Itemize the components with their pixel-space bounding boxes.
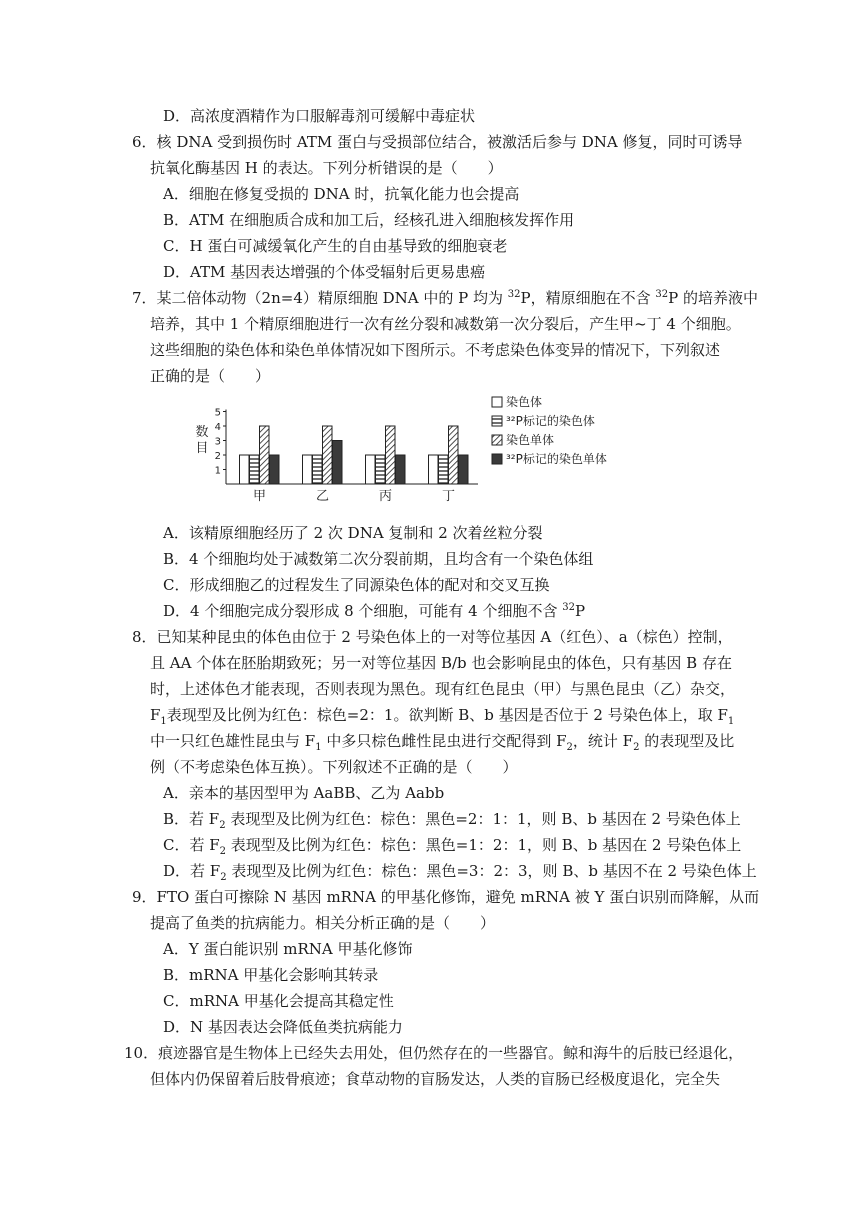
q8-number: 8． xyxy=(132,628,157,646)
q8-stem-line3: 时，上述体色才能表现，否则表现为黑色。现有红色昆虫（甲）与黑色昆虫（乙）杂交， xyxy=(150,680,736,698)
q7-stem-line4: 正确的是（ ） xyxy=(150,367,271,385)
x-tick-label: 乙 xyxy=(315,489,330,504)
q8-option-b-text: 表现型及比例为红色：棕色：黑色=2：1：1，则 B、b 基因在 2 号染色体上 xyxy=(225,810,741,828)
q7-sup-32a: 32 xyxy=(507,289,521,300)
bar-diag xyxy=(386,426,396,484)
q7-stem-line2: 培养，其中 1 个精原细胞进行一次有丝分裂和减数第一次分裂后，产生甲~丁 4 个细胞。 xyxy=(150,315,741,333)
bar-diag xyxy=(260,426,270,484)
bar-hstripe xyxy=(250,455,260,484)
q8-option-d-sub: 2 xyxy=(220,872,227,883)
legend-label: ³²P标记的染色体 xyxy=(506,414,595,428)
bar-dark xyxy=(459,455,469,484)
q10-stem-line1 xyxy=(124,1042,743,1064)
q7-option-d-text: D．4 个细胞完成分裂形成 8 个细胞，可能有 4 个细胞不含 xyxy=(163,602,563,620)
y-axis-label: 目 xyxy=(195,441,209,456)
q5-option-d: D．高浓度酒精作为口服解毒剂可缓解中毒症状 xyxy=(163,107,476,125)
bar-diag xyxy=(449,426,459,484)
bar-dark xyxy=(270,455,280,484)
q7-option-b: B．4 个细胞均处于减数第二次分裂前期，且均含有一个染色体组 xyxy=(163,550,594,568)
q8-option-b xyxy=(163,808,741,830)
q7-stem-text1b: P，精原细胞在不含 xyxy=(520,289,656,307)
q7-stem-text1a: 某二倍体动物（2n=4）精原细胞 DNA 中的 P 均为 xyxy=(156,289,508,307)
chromosome-bar-chart xyxy=(190,394,630,514)
bar-hstripe xyxy=(376,455,386,484)
q8-sub-1a: 1 xyxy=(160,716,167,727)
q7-option-d-tail: P xyxy=(575,602,586,620)
q9-option-a: A．Y 蛋白能识别 mRNA 甲基化修饰 xyxy=(163,940,413,958)
q8-sub-1b: 1 xyxy=(727,716,735,727)
q8-stem-text1: 已知某种昆虫的体色由位于 2 号染色体上的一对等位基因 A（红色）、a（棕色）控制， xyxy=(156,628,733,646)
bar-white xyxy=(303,455,313,484)
y-axis-label: 数 xyxy=(195,425,209,440)
q7-option-a: A．该精原细胞经历了 2 次 DNA 复制和 2 次着丝粒分裂 xyxy=(163,524,543,542)
q7-option-d-sup: 32 xyxy=(562,602,576,613)
q8-stem-text4: 表现型及比例为红色：棕色=2：1。欲判断 B、b 基因是否位于 2 号染色体上，取 F xyxy=(166,706,728,724)
q6-stem-text1: 核 DNA 受到损伤时 ATM 蛋白与受损部位结合，被激活后参与 DNA 修复，同时可诱导 xyxy=(156,133,743,151)
bar-diag xyxy=(323,426,333,484)
bar-hstripe xyxy=(313,455,323,484)
q8-option-c-head: C．若 F xyxy=(163,836,220,854)
q8-stem-line5 xyxy=(150,730,734,752)
bar-dark xyxy=(333,441,343,485)
bar-white xyxy=(240,455,250,484)
q7-sup-32b: 32 xyxy=(655,289,669,300)
x-tick-label: 甲 xyxy=(252,489,267,504)
q8-f-label: F xyxy=(150,706,161,724)
legend-label: 染色单体 xyxy=(506,433,555,447)
y-tick-label: 5 xyxy=(214,407,221,419)
q8-sub-2b: 2 xyxy=(633,742,640,753)
bar-white xyxy=(429,455,439,484)
q7-stem-line3: 这些细胞的染色体和染色单体情况如下图所示。不考虑染色体变异的情况下，下列叙述 xyxy=(150,341,721,359)
q8-stem-text5a: 中一只红色雄性昆虫与 F xyxy=(150,732,316,750)
q9-stem-text1: FTO 蛋白可擦除 N 基因 mRNA 的甲基化修饰，避免 mRNA 被 Y 蛋白识别而降解，从而 xyxy=(156,888,760,906)
y-tick-label: 2 xyxy=(214,451,221,462)
legend-swatch-diag xyxy=(492,435,502,445)
q8-stem-line1 xyxy=(132,626,733,648)
q6-option-c: C．H 蛋白可减缓氧化产生的自由基导致的细胞衰老 xyxy=(163,237,508,255)
x-tick-label: 丙 xyxy=(378,489,393,504)
x-tick-label: 丁 xyxy=(441,489,456,504)
q6-number: 6． xyxy=(132,133,157,151)
q6-stem-line1 xyxy=(132,131,743,153)
q8-stem-text5c: ，统计 F xyxy=(572,732,634,750)
bar-hstripe xyxy=(439,455,449,484)
q8-option-c xyxy=(163,834,741,856)
q8-option-d xyxy=(163,860,757,882)
q9-stem-line1 xyxy=(132,886,759,908)
q7-stem-line1 xyxy=(132,287,758,309)
legend-swatch-dark xyxy=(492,454,502,464)
q6-option-d: D．ATM 基因表达增强的个体受辐射后更易患癌 xyxy=(163,263,486,281)
q8-stem-line6: 例（不考虑染色体互换）。下列叙述不正确的是（ ） xyxy=(150,758,518,776)
bar-white xyxy=(366,455,376,484)
legend-swatch-hstripe xyxy=(492,416,502,426)
q6-option-a: A．细胞在修复受损的 DNA 时，抗氧化能力也会提高 xyxy=(163,185,520,203)
q8-option-a: A．亲本的基因型甲为 AaBB、乙为 Aabb xyxy=(163,784,445,802)
q9-number: 9． xyxy=(132,888,157,906)
q6-stem-line2: 抗氧化酶基因 H 的表达。下列分析错误的是（ ） xyxy=(150,159,503,177)
q9-stem-line2: 提高了鱼类的抗病能力。相关分析正确的是（ ） xyxy=(150,914,496,932)
q8-option-b-head: B．若 F xyxy=(163,810,220,828)
y-tick-label: 4 xyxy=(214,422,221,433)
q8-stem-text5b: 中多只棕色雌性昆虫进行交配得到 F xyxy=(321,732,567,750)
q9-option-d: D．N 基因表达会降低鱼类抗病能力 xyxy=(163,1018,403,1036)
q7-number: 7． xyxy=(132,289,157,307)
q8-option-d-text: 表现型及比例为红色：棕色：黑色=3：2：3，则 B、b 基因不在 2 号染色体上 xyxy=(226,862,757,880)
chart-svg xyxy=(190,394,630,514)
q10-number: 10． xyxy=(124,1044,159,1062)
q8-stem-line4 xyxy=(150,704,734,726)
q7-stem-text1c: P 的培养液中 xyxy=(668,289,759,307)
q7-option-d xyxy=(163,600,585,622)
q8-option-d-head: D．若 F xyxy=(163,862,221,880)
q8-sub-1c: 1 xyxy=(315,742,322,753)
bar-dark xyxy=(396,455,406,484)
y-tick-label: 3 xyxy=(214,436,221,448)
q10-stem-line2: 但体内仍保留着后肢骨痕迹；食草动物的盲肠发达，人类的盲肠已经极度退化，完全失 xyxy=(150,1070,721,1088)
q8-sub-2a: 2 xyxy=(566,742,573,753)
legend-label: ³²P标记的染色单体 xyxy=(506,452,607,466)
q8-stem-text5d: 的表现型及比 xyxy=(639,732,735,750)
q7-option-c: C．形成细胞乙的过程发生了同源染色体的配对和交叉互换 xyxy=(163,576,550,594)
y-tick-label: 1 xyxy=(214,465,221,477)
q10-stem-text1: 痕迹器官是生物体上已经失去用处，但仍然存在的一些器官。鲸和海牛的后肢已经退化， xyxy=(158,1044,744,1062)
legend-swatch-white xyxy=(492,397,502,407)
legend-label: 染色体 xyxy=(506,395,543,409)
q6-option-b: B．ATM 在细胞质合成和加工后，经核孔进入细胞核发挥作用 xyxy=(163,211,575,229)
q9-option-b: B．mRNA 甲基化会影响其转录 xyxy=(163,966,379,984)
q8-stem-line2: 且 AA 个体在胚胎期致死；另一对等位基因 B/b 也会影响昆虫的体色，只有基因 B 存在 xyxy=(150,654,732,672)
q8-option-c-text: 表现型及比例为红色：棕色：黑色=1：2：1，则 B、b 基因在 2 号染色体上 xyxy=(226,836,742,854)
q8-option-b-sub: 2 xyxy=(219,820,226,831)
q8-option-c-sub: 2 xyxy=(219,846,227,857)
q9-option-c: C．mRNA 甲基化会提高其稳定性 xyxy=(163,992,394,1010)
